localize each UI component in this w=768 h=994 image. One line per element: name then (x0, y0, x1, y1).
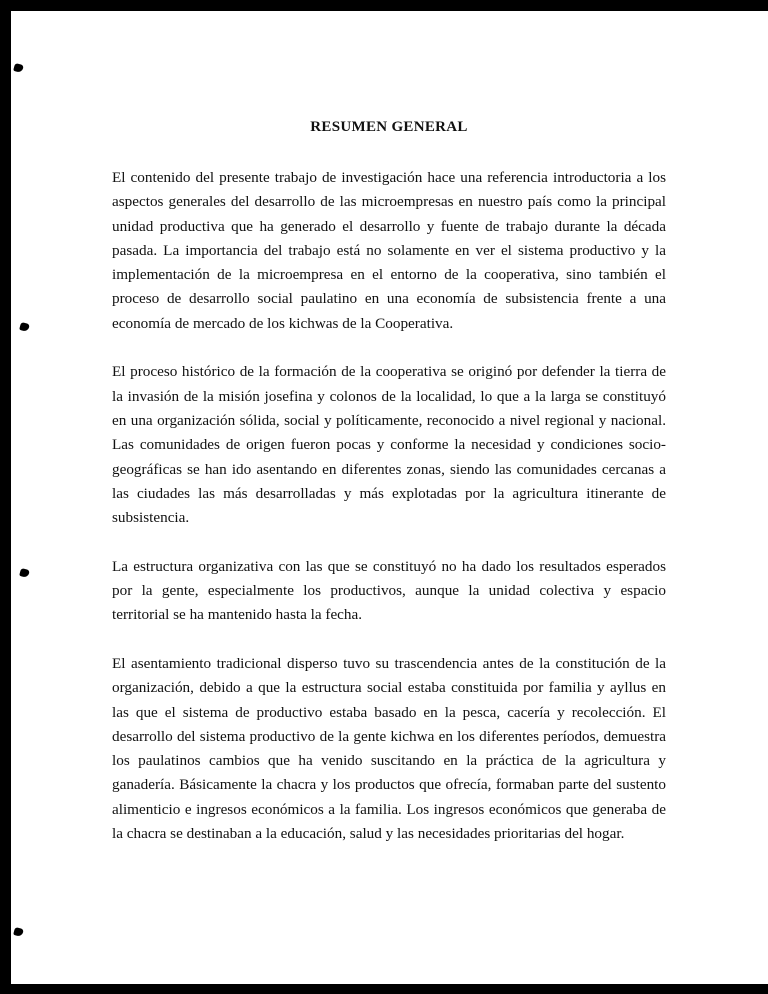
binding-hole-mark-icon (13, 63, 24, 73)
binding-hole-mark-icon (19, 322, 30, 332)
scan-border-top (0, 0, 768, 11)
binding-hole-mark-icon (13, 927, 24, 937)
paragraph: El contenido del presente trabajo de investigación hace una referencia introductoria a los aspectos generales del desarrollo de las microempresas en nuestro país como la principal unidad productiva que ha generado el desarrollo y fuente de trabajo durante la década pasada. La importancia del trabajo está no solamente en ver el sistema productivo y la implementación de la microempresa en el entorno de la cooperativa, sino también el proceso de desarrollo social paulatino en una economía de subsistencia frente a una economía de mercado de los kichwas de la Cooperativa. (112, 169, 666, 332)
paragraph: El asentamiento tradicional disperso tuvo su trascendencia antes de la constitución de la organización, debido a que la estructura social estaba constituida por familia y ayllus en las que el sistema de productivo estaba basado en la pesca, cacería y recolección. El desarrollo del sistema productivo de la gente kichwa en los diferentes períodos, demuestra los paulatinos cambios que ha venido suscitando en la práctica de la agricultura y ganadería. Básicamente la chacra y los productos que ofrecía, formaban parte del sustento alimenticio e ingresos económicos a la familia. Los ingresos económicos que generaba de la chacra se destinaban a la educación, salud y las necesidades prioritarias del hogar. (112, 654, 666, 843)
scan-border-left (0, 0, 11, 994)
paragraph: La estructura organizativa con las que se constituyó no ha dado los resultados esperados por la gente, especialmente los productivos, aunque la unidad colectiva y espacio territorial se ha mantenido hasta la fecha. (112, 557, 666, 624)
page-title: RESUMEN GENERAL (310, 119, 468, 135)
binding-hole-mark-icon (19, 568, 30, 578)
paragraph: El proceso histórico de la formación de la cooperativa se originó por defender la tierra de la invasión de la misión josefina y colonos de la localidad, lo que a la larga se constituyó en una organización sólida, social y políticamente, reconocido a nivel regional y nacional. Las comunidades de origen fueron pocas y conforme la necesidad y condiciones socio-geográficas se han ido asentando en diferentes zonas, siendo las comunidades cercanas a las ciudades las más desarrolladas y más explotadas por la agricultura itinerante de subsistencia. (112, 363, 666, 527)
scan-border-bottom (0, 984, 768, 994)
document-body (112, 166, 666, 871)
